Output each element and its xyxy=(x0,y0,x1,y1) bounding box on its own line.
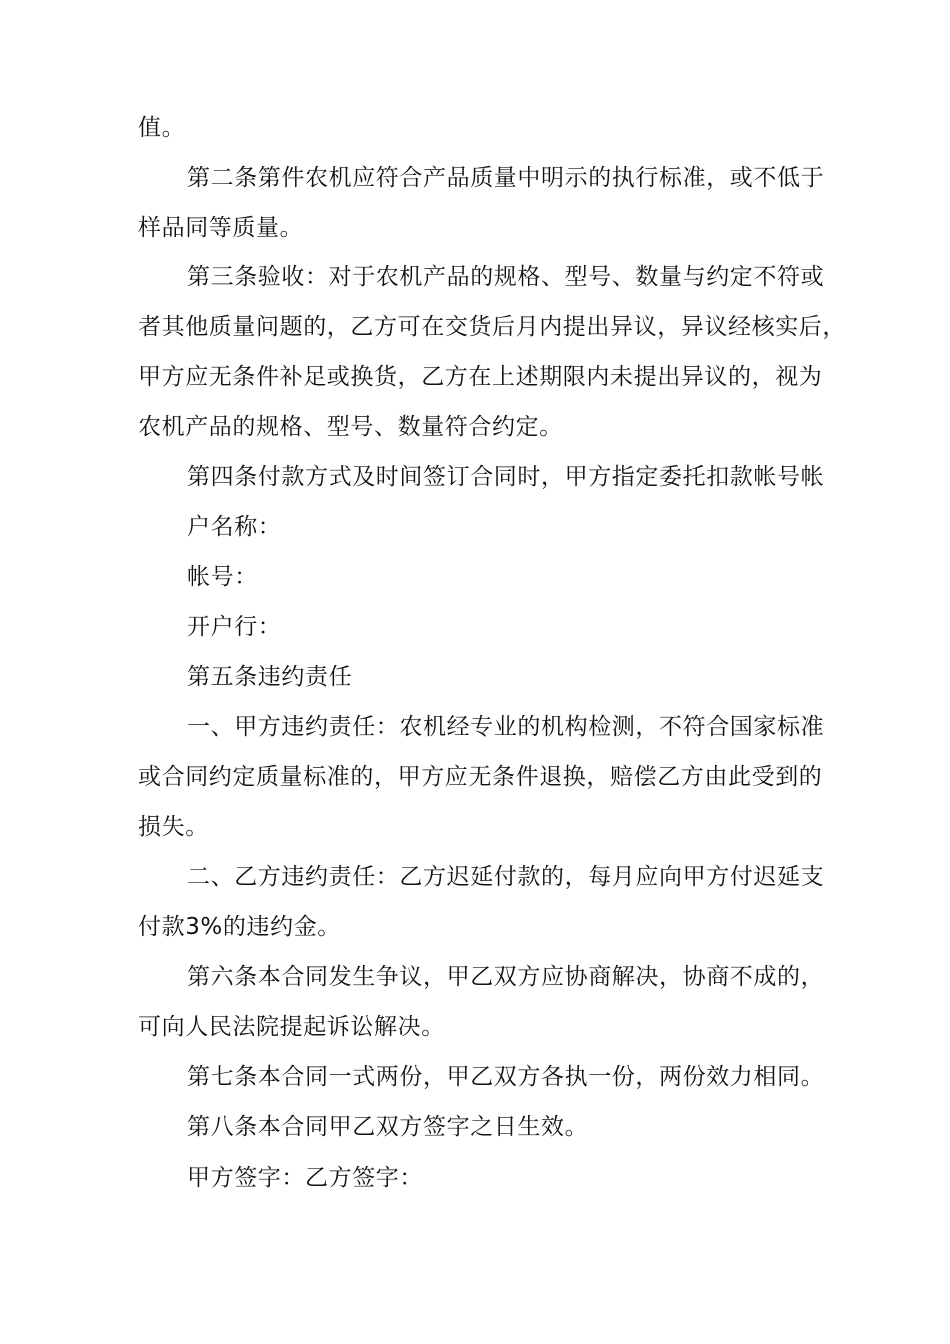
text-line: 第三条验收：对于农机产品的规格、型号、数量与约定不符或 xyxy=(187,264,825,290)
bank-label: 开户行： xyxy=(187,614,282,640)
account-name-label: 户名称： xyxy=(187,514,282,540)
text-line: 农机产品的规格、型号、数量符合约定。 xyxy=(138,414,563,440)
account-number-label: 帐号： xyxy=(187,564,258,590)
text-line: 第八条本合同甲乙双方签字之日生效。 xyxy=(187,1114,589,1140)
text-line: 可向人民法院提起诉讼解决。 xyxy=(138,1014,445,1040)
text-line: 损失。 xyxy=(138,814,209,840)
text-line: 二、乙方违约责任：乙方迟延付款的，每月应向甲方付迟延支 xyxy=(187,864,825,890)
text-line: 一、甲方违约责任：农机经专业的机构检测，不符合国家标准 xyxy=(187,714,825,740)
text-line: 第四条付款方式及时间签订合同时，甲方指定委托扣款帐号帐 xyxy=(187,464,825,490)
text-line: 样品同等质量。 xyxy=(138,215,304,241)
text-line: 第七条本合同一式两份，甲乙双方各执一份，两份效力相同。 xyxy=(187,1064,825,1090)
text-line: 值。 xyxy=(138,115,186,141)
text-line: 甲方应无条件补足或换货，乙方在上述期限内未提出异议的，视为 xyxy=(138,364,823,390)
text-line: 者其他质量问题的，乙方可在交货后月内提出异议，异议经核实后， xyxy=(138,314,846,340)
text-line: 付款3%的违约金。 xyxy=(138,914,341,940)
text-line: 或合同约定质量标准的，甲方应无条件退换，赔偿乙方由此受到的 xyxy=(138,764,823,790)
signature-line: 甲方签字：乙方签字： xyxy=(187,1165,423,1191)
text-line: 第二条第件农机应符合产品质量中明示的执行标准，或不低于 xyxy=(187,165,825,191)
section-heading: 第五条违约责任 xyxy=(187,664,353,690)
text-line: 第六条本合同发生争议，甲乙双方应协商解决，协商不成的， xyxy=(187,964,825,990)
